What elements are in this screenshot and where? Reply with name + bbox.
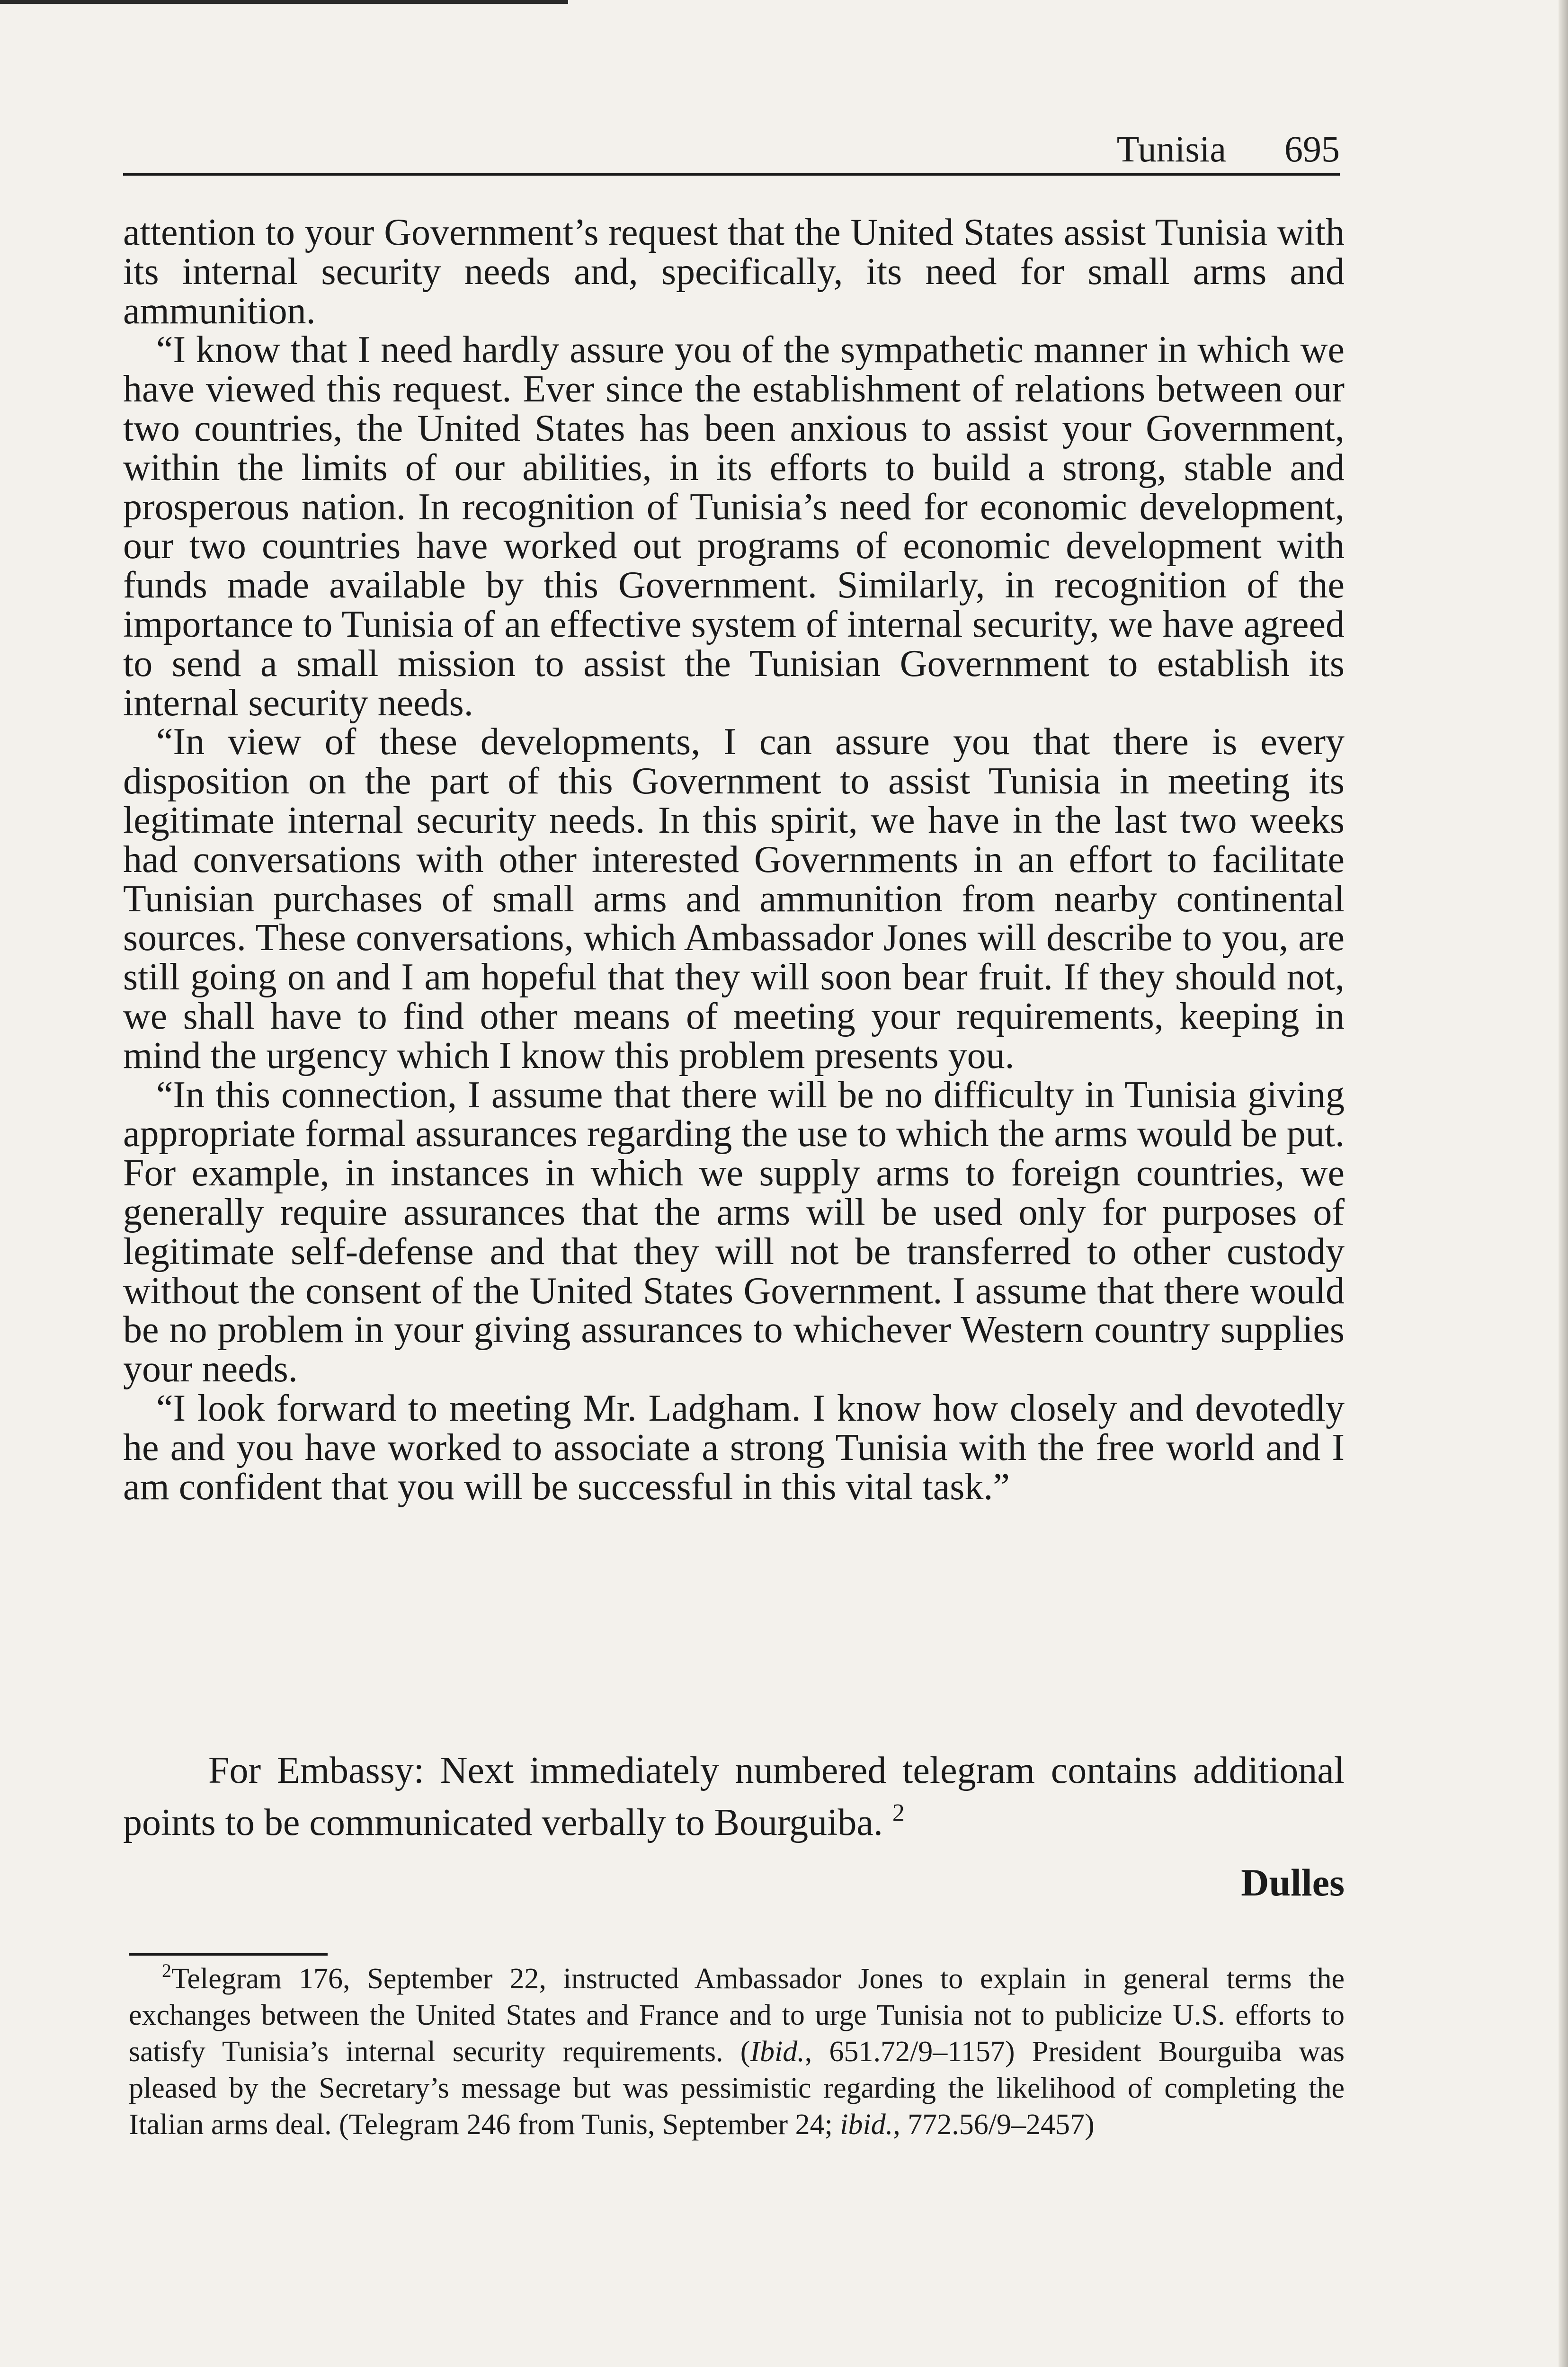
footnote-ibid-2: ibid.: [840, 2109, 893, 2141]
paragraph-sympathetic-manner: “I know that I need hardly assure you of the sympathetic manner in which we have viewed this request. Ever since the establishment of relations between our two countries, the United States has been anxious to assist your Government, within the limits of our abilities, in its efforts to build a strong, stable and prosperous nation. In recognition of Tunisia’s need for economic development, our two countries have worked out programs of economic development with funds made available by this Government. Similarly, in recognition of the importance to Tunisia of an effective system of internal security, we have agreed to send a small mission to assist the Tunisian Government to establish its internal security needs.: [123, 329, 1345, 724]
running-head-title: Tunisia: [1116, 128, 1226, 169]
paragraph-view-of-developments: “In view of these developments, I can assure you that there is every disposition on the part of this Government to assist Tunisia in meeting its legitimate internal security needs. In this spirit, we have in the last two weeks had conversations with other interested Governments in an effort to facilitate Tunisian purchases of small arms and ammunition from nearby continental sources. These conversations, which Ambassador Jones will describe to you, are still going on and I am hopeful that they will soon bear fruit. If they should not, we shall have to find other means of meeting your requirements, keeping in mind the urgency which I know this problem presents you.: [123, 721, 1345, 1077]
running-head: [123, 128, 1340, 176]
embassy-note-text: For Embassy: Next immediately numbered telegram contains additional points to be communicated verbally to Bourguiba.: [123, 1750, 1345, 1843]
paragraph-assurances: “In this connection, I assume that there will be no difficulty in Tunisia giving appropriate formal assurances regarding the use to which the arms would be put. For example, in instances in which we supply arms to foreign countries, we generally require assurances that the arms will be used only for purposes of legitimate self-defense and that they will not be transferred to other custody without the consent of the United States Government. I assume that there would be no problem in your giving assurances to whichever Western country supplies your needs.: [123, 1074, 1345, 1390]
paragraph-continued: attention to your Government’s request that the United States assist Tunisia with its internal security needs and, specifically, its need for small arms and ammunition.: [123, 212, 1345, 332]
footnote-rule: [129, 1953, 328, 1956]
body-text: [123, 213, 1345, 1506]
paragraph-ladgham: “I look forward to meeting Mr. Ladgham. I know how closely and devotedly he and you have worked to associate a strong Tunisia with the free world and I am confident that you will be successful in this vital task.”: [123, 1387, 1345, 1508]
footnote-ibid-1: Ibid.: [750, 2036, 805, 2068]
footnote-text-1: Telegram 176, September 22, instructed Ambassador Jones to explain in general terms the exchanges between the United States and France and to urge Tunisia not to publicize U.S. efforts to satisfy Tunisia’s internal security requirements. (: [129, 1963, 1345, 2068]
embassy-note: [123, 1744, 1345, 1849]
scan-top-edge-line: [0, 0, 568, 4]
scan-right-edge-shadow: [1559, 0, 1568, 2367]
footnote-text-2: , 651.72/9–1157) President Bourguiba was pleased by the Secretary’s message but was pessimistic regarding the likelihood of completing the Italian arms deal. (Telegram 246 from Tunis, September 24;: [129, 2036, 1345, 2141]
page-number: 695: [1284, 128, 1340, 169]
footnote-marker: 2: [162, 1960, 171, 1981]
footnote: [129, 1961, 1345, 2143]
signature: Dulles: [1241, 1861, 1345, 1904]
footnote-text-3: , 772.56/9–2457): [893, 2109, 1095, 2141]
footnote-reference: 2: [892, 1799, 905, 1826]
